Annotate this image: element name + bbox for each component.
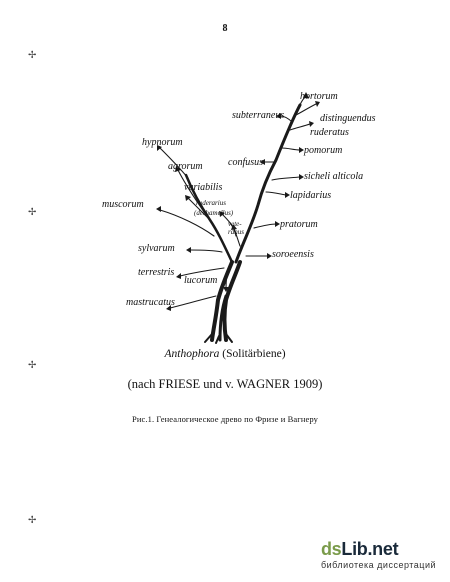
watermark-logo — [321, 539, 436, 560]
label-ranus: ranus — [228, 228, 244, 236]
label-confusus: confusus — [228, 157, 263, 168]
label-derhamellus: (derhamellus) — [194, 209, 234, 217]
branch-ruderatus — [290, 124, 310, 130]
label-mastrucatus: mastrucatus — [126, 297, 175, 308]
label-hypnorum: hypnorum — [142, 137, 183, 148]
branch-pratorum — [254, 224, 276, 228]
watermark-subtitle: библиотека диссертаций — [320, 560, 436, 570]
tree-main-stem — [236, 105, 300, 262]
tree-roots — [205, 334, 232, 343]
source-caption: (nach FRIESE und v. WAGNER 1909) — [127, 377, 323, 391]
branch-sicheli — [272, 177, 300, 180]
label-lucorum: lucorum — [184, 275, 218, 286]
label-soroeensis: soroeensis — [272, 249, 314, 260]
group-name: (Solitärbiene) — [222, 348, 286, 360]
branch-mastrucatus — [170, 296, 216, 308]
branch-lapidarius — [266, 192, 286, 195]
label-sylvarum: sylvarum — [138, 243, 175, 254]
margin-mark: ✢ — [28, 515, 37, 526]
label-vete: vete- — [228, 220, 242, 228]
margin-mark: ✢ — [28, 360, 37, 371]
watermark-logo-prefix: ds — [320, 539, 342, 559]
genus-name: Anthophora — [164, 348, 220, 360]
arrow-head — [186, 247, 191, 253]
label-pomorum: pomorum — [304, 145, 343, 156]
tree-root-caption — [0, 348, 450, 360]
margin-mark: ✢ — [28, 50, 37, 61]
margin-mark: ✢ — [28, 207, 37, 218]
arrow-head — [176, 273, 181, 279]
arrow-head — [156, 206, 161, 212]
label-lapidarius: lapidarius — [290, 190, 332, 201]
label-ruderatus: ruderatus — [310, 127, 349, 138]
label-subterraneus: subterraneus — [232, 110, 285, 121]
label-hortorum: hortorum — [300, 91, 338, 102]
branch-sylvarum — [190, 250, 222, 252]
label-variabilis: variabilis — [184, 182, 223, 193]
label-distinguendus: distinguendus — [320, 113, 376, 124]
branch-pomorum — [282, 148, 300, 150]
tree-trunk — [212, 262, 232, 340]
label-pratorum: pratorum — [280, 219, 318, 230]
figure-caption: Рис.1. Генеалогическое древо по Фризе и Вагнеру — [132, 414, 318, 424]
label-muscorum: muscorum — [102, 199, 144, 210]
label-ruderarius: ruderarius — [196, 199, 226, 207]
label-sicheli-alticola: sicheli alticola — [304, 171, 364, 182]
page-number: 8 — [222, 23, 228, 34]
label-agrorum: agrorum — [168, 161, 203, 172]
watermark — [321, 539, 436, 570]
label-terrestris: terrestris — [138, 267, 175, 278]
watermark-logo-rest: Lib.net — [341, 539, 399, 559]
